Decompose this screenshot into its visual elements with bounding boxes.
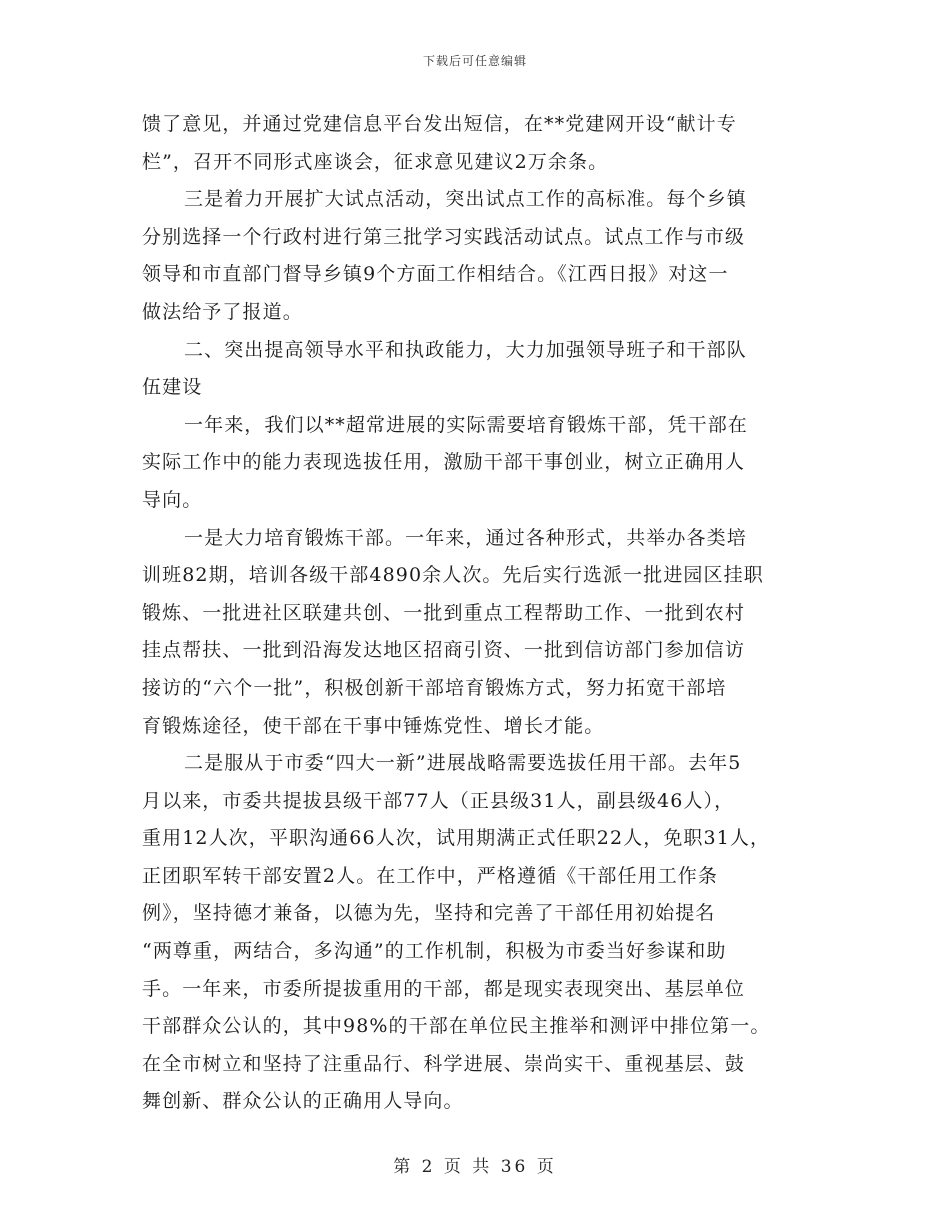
text-line: 分别选择一个行政村进行第三批学习实践活动试点。试点工作与市级 xyxy=(142,225,746,248)
text-line: 二、突出提高领导水平和执政能力，大力加强领导班子和干部队 xyxy=(184,338,747,361)
page-header: 下载后可任意编辑 xyxy=(422,54,527,68)
text-line: 重用12人次，平职沟通66人次，试用期满正式任职22人，免职31人， xyxy=(142,827,771,850)
document-body xyxy=(142,106,814,1121)
text-line: 正团职军转干部安置2人。在工作中，严格遵循《干部任用工作条 xyxy=(142,864,718,887)
text-line: 月以来，市委共提拔县级干部77人（正县级31人，副县级46人）， xyxy=(142,789,735,812)
text-line: 挂点帮扶、一批到沿海发达地区招商引资、一批到信访部门参加信访 xyxy=(142,639,746,662)
text-line: 在全市树立和坚持了注重品行、科学进展、崇尚实干、重视基层、鼓 xyxy=(142,1052,746,1075)
text-line: 做法给予了报道。 xyxy=(142,300,303,323)
text-line: 例》，坚持德才兼备，以德为先，坚持和完善了干部任用初始提名 xyxy=(142,902,716,925)
text-line: 手。一年来，市委所提拔重用的干部，都是现实表现突出、基层单位 xyxy=(142,977,746,1000)
text-line: 干部群众公认的，其中98%的干部在单位民主推举和测评中排位第一。 xyxy=(142,1015,771,1038)
text-line: 伍建设 xyxy=(142,376,203,399)
text-line: 锻炼、一批进社区联建共创、一批到重点工程帮助工作、一批到农村 xyxy=(142,601,746,624)
text-line: 一是大力培育锻炼干部。一年来，通过各种形式，共举办各类培 xyxy=(184,526,747,549)
text-line: 三是着力开展扩大试点活动，突出试点工作的高标准。每个乡镇 xyxy=(184,188,747,211)
page-footer: 第 2 页 共 36 页 xyxy=(393,1157,557,1177)
text-line: 二是服从于市委“四大一新”进展战略需要选拔任用干部。去年5 xyxy=(184,752,742,775)
text-line: 接访的“六个一批”，积极创新干部培育锻炼方式，努力拓宽干部培 xyxy=(142,676,727,699)
text-line: 栏”，召开不同形式座谈会，征求意见建议2万余条。 xyxy=(142,150,609,173)
text-line: 实际工作中的能力表现选拔任用，激励干部干事创业，树立正确用人 xyxy=(142,451,746,474)
text-line: 育锻炼途径，使干部在干事中锤炼党性、增长才能。 xyxy=(142,714,605,737)
text-line: 领导和市直部门督导乡镇9个方面工作相结合。《江西日报》对这一 xyxy=(142,263,729,286)
text-line: 训班82期，培训各级干部4890余人次。先后实行选派一批进园区挂职 xyxy=(142,564,764,587)
text-line: 馈了意见，并通过党建信息平台发出短信，在**党建网开设“献计专 xyxy=(142,113,737,135)
text-line: 舞创新、群众公认的正确用人导向。 xyxy=(142,1090,464,1113)
text-line: 一年来，我们以**超常进展的实际需要培育锻炼干部，凭干部在 xyxy=(184,413,748,436)
text-line: “两尊重，两结合，多沟通”的工作机制，积极为市委当好参谋和助 xyxy=(142,940,727,963)
text-line: 导向。 xyxy=(142,488,203,511)
